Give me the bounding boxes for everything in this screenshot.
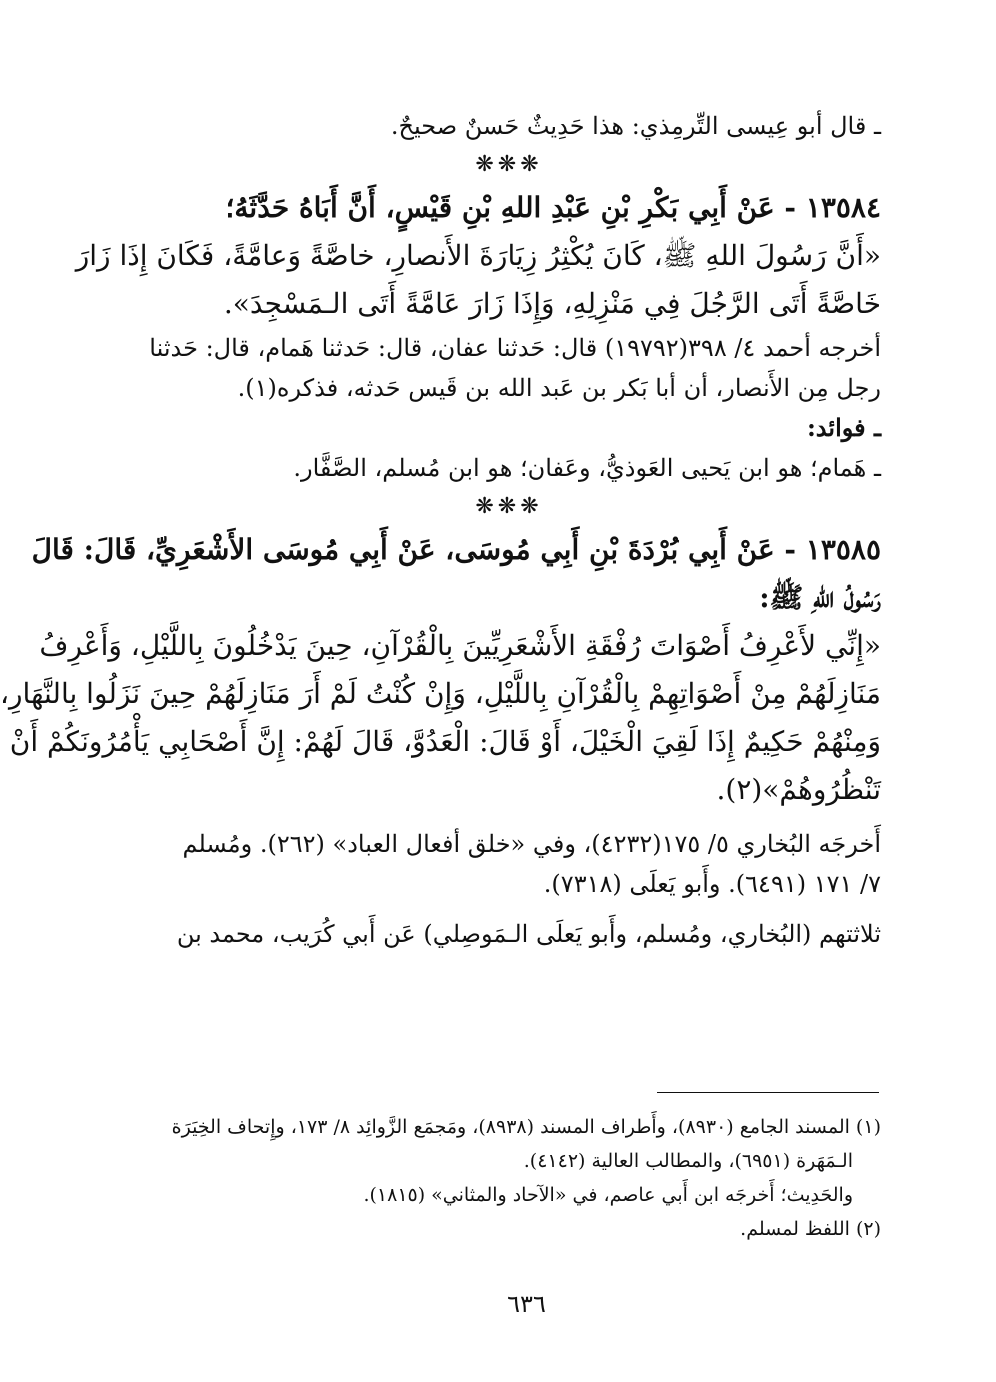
page-number: ٦٣٦ [507, 1290, 546, 1318]
hadith-13585-chain-line: ثلاثتهم (البُخاري، ومُسلم، وأَبو يَعلَى الـمَوصِلي) عَن أَبي كُرَيب، محمد بن [176, 920, 881, 948]
footnote-2: (٢) اللفظ لمسلم. [740, 1218, 881, 1240]
fawaid-item: ـ هَمام؛ هو ابن يَحيى العَوذيُّ، وعَفان؛ هو ابن مُسلم، الصَّفَّار. [293, 454, 881, 482]
footnote-1-line: (١) المسند الجامع (٨٩٣٠)، وأَطراف المسند (٨٩٣٨)، ومَجمَع الزَّوائِد ٨/ ١٧٣، وإِتحاف الخِيَرَة [171, 1116, 881, 1138]
footnotes [137, 1110, 881, 1246]
main-text [0, 106, 881, 954]
footnote-1-line: الـمَهَرة (٦٩٥١)، والمطالب العالية (٤١٤٢). [523, 1150, 853, 1172]
hadith-13584-takhrij-line: رجل مِن الأَنصار، أن أبا بَكر بن عَبد الله بن قَيس حَدثه، فذكره(١). [237, 374, 881, 402]
footnote-1-line: والحَدِيث؛ أَخرجَه ابن أَبي عاصم، في «الآحاد والمثاني» (١٨١٥). [363, 1184, 853, 1206]
hadith-13585-matn-line: «إِنِّي لأَعْرِفُ أَصْوَاتَ رُفْقَةِ الأَشْعَرِيِّينَ بِالْقُرْآنِ، حِينَ يَدْخُلُونَ بِاللَّيْلِ، وَأَعْرِفُ [39, 629, 881, 662]
hadith-13584-matn-line: خَاصَّةً أَتَى الرَّجُلَ فِي مَنْزِلِهِ، وَإِذَا زَارَ عَامَّةً أَتَى الـمَسْجِدَ». [223, 287, 881, 320]
hadith-13585-matn-line: وَمِنْهُمْ حَكِيمٌ إِذَا لَقِيَ الْخَيْلَ، أَوْ قَالَ: الْعَدُوَّ، قَالَ لَهُمْ: إِنَّ أَصْحَابِي يَأْمُرُونَكُمْ أَنْ [9, 725, 881, 758]
hadith-13585-matn-line: مَنَازِلَهُمْ مِنْ أَصْوَاتِهِمْ بِالْقُرْآنِ بِاللَّيْلِ، وَإِنْ كُنْتُ لَمْ أَرَ مَنَازِلَهُمْ حِينَ نَزَلُوا بِالنَّهَارِ، [0, 677, 881, 710]
hadith-13584-takhrij-line: أخرجه أحمد ٤/ ٣٩٨(١٩٧٩٢) قال: حَدثنا عفان، قال: حَدثنا هَمام، قال: حَدثنا [149, 334, 881, 362]
footnote-separator [657, 1092, 879, 1093]
tirmidhi-note: ـ قال أبو عِيسى التِّرمِذي: هذا حَدِيثٌ حَسنٌ صحيحٌ. [390, 112, 881, 140]
hadith-13585-isnad-line: رَسُولُ اللهِ ﷺ: [759, 581, 881, 614]
hadith-13585-matn-line: تَنْظُرُوهُمْ»(٢). [716, 773, 881, 806]
separator: ❋❋❋ [475, 152, 543, 177]
hadith-13585-takhrij-line: أَخرجَه البُخاري ٥/ ١٧٥(٤٢٣٢)، وفي «خلق أفعال العباد» (٢٦٢). ومُسلم [182, 830, 881, 858]
hadith-13584-isnad: ١٣٥٨٤ - عَنْ أَبِي بَكْرِ بْنِ عَبْدِ اللهِ بْنِ قَيْسٍ، أَنَّ أَبَاهُ حَدَّثَهُ؛ [225, 191, 881, 224]
hadith-13585-isnad-line: ١٣٥٨٥ - عَنْ أَبِي بُرْدَةَ بْنِ أَبِي مُوسَى، عَنْ أَبِي مُوسَى الأَشْعَرِيِّ، قَالَ: قَالَ [31, 533, 881, 566]
separator: ❋❋❋ [475, 494, 543, 519]
hadith-13585-takhrij-line: ٧/ ١٧١ (٦٤٩١). وأَبو يَعلَى (٧٣١٨). [543, 870, 881, 898]
hadith-13584-matn-line: «أَنَّ رَسُولَ اللهِ ﷺ، كَانَ يُكْثِرُ زِيَارَةَ الأَنصارِ، خاصَّةً وَعامَّةً، فَكَانَ إِذَا زَارَ [75, 239, 881, 272]
fawaid-heading: ـ فوائد: [806, 413, 881, 442]
